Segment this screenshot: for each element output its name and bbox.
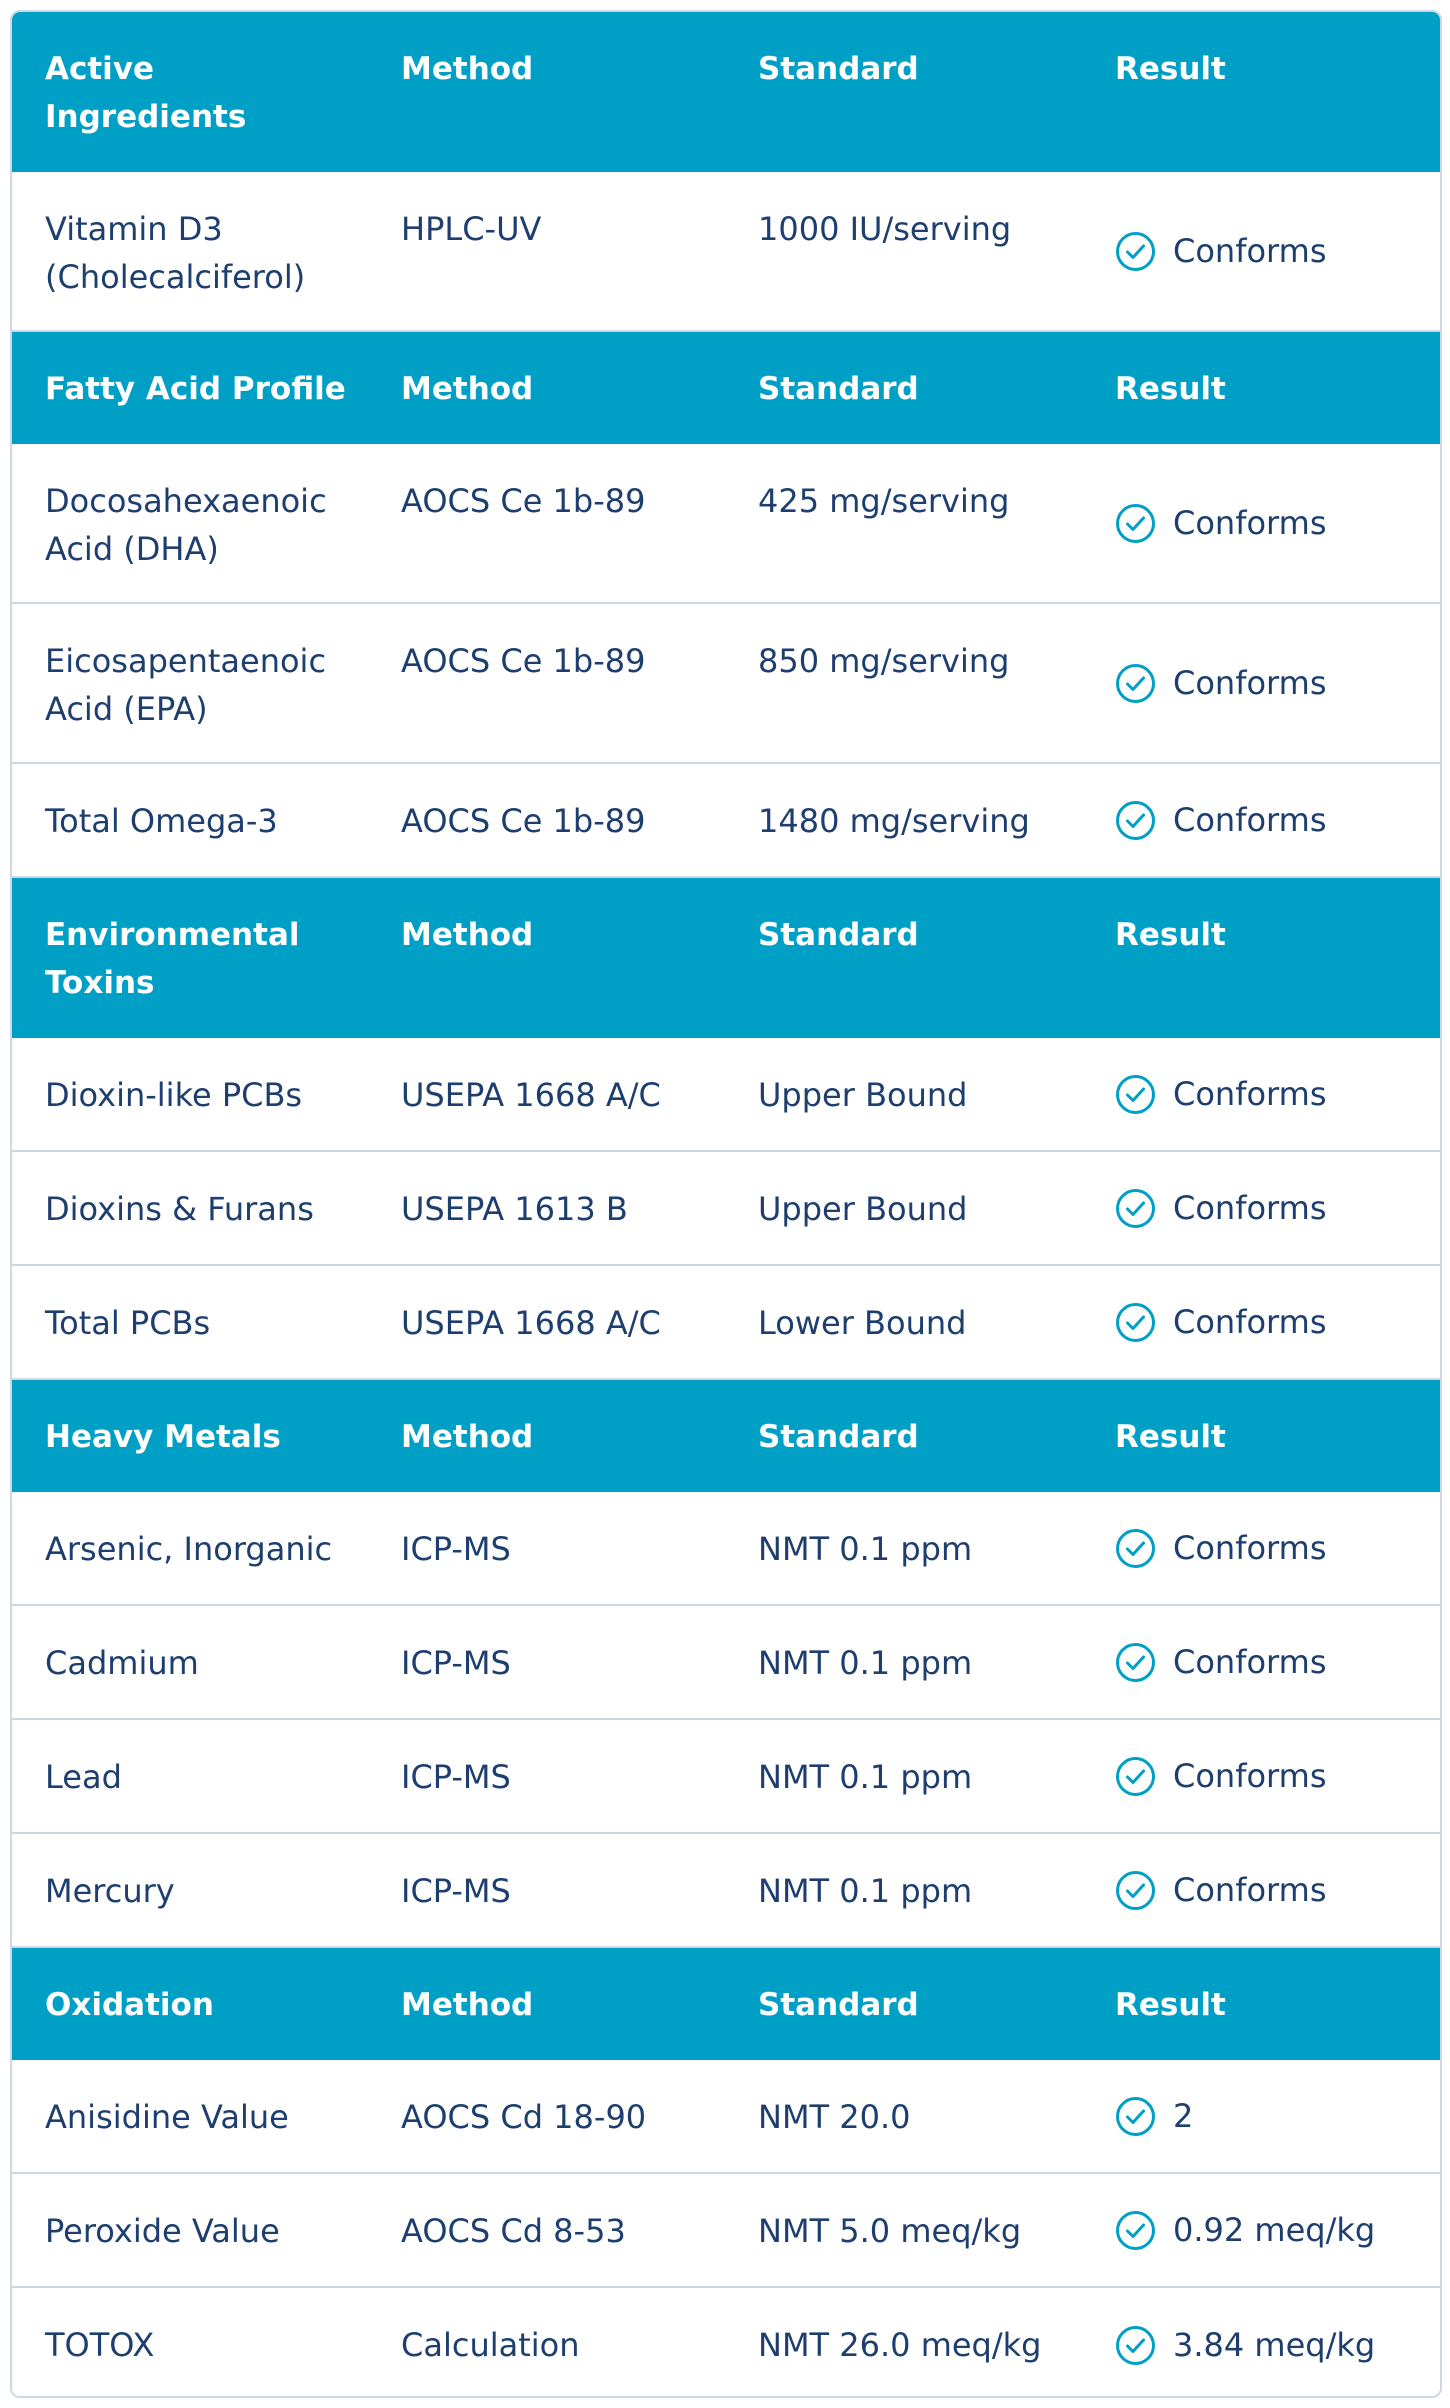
result-cell [1082,764,1440,876]
result-cell [1082,1266,1440,1378]
result-value: Conforms [1173,1643,1327,1681]
analyte-name: Anisidine Value [45,2098,289,2136]
method-value: AOCS Cd 8-53 [401,2212,626,2250]
check-circle-icon [1115,1074,1156,1115]
section-header [12,1948,1440,2060]
method-value: USEPA 1668 A/C [401,1304,661,1342]
column-header-standard: Standard [758,51,919,87]
analyte-name: Arsenic, Inorganic [45,1530,333,1568]
analyte-name: Total Omega-3 [45,802,278,840]
standard-value: NMT 5.0 meq/kg [758,2212,1022,2250]
standard-value: Lower Bound [758,1304,967,1342]
column-header-method: Method [401,917,534,953]
column-header-standard: Standard [758,1987,919,2023]
method-value: ICP-MS [401,1872,511,1910]
result-value: Conforms [1173,1871,1327,1909]
section-oxidation [12,1948,1440,2398]
table-row [12,1492,1440,1606]
standard-value: NMT 0.1 ppm [758,1758,973,1796]
column-header-standard: Standard [758,1419,919,1455]
result-cell [1082,1606,1440,1718]
result-cell [1082,604,1440,762]
analyte-name: Cadmium [45,1644,199,1682]
result-value: Conforms [1173,664,1327,702]
check-circle-icon [1115,2210,1156,2251]
standard-value: 850 mg/serving [758,642,1010,680]
standard-value: NMT 0.1 ppm [758,1644,973,1682]
section-title: Fatty Acid Profile [45,371,346,407]
analyte-name: Dioxin-like PCBs [45,1076,303,1114]
check-circle-icon [1115,1528,1156,1569]
analyte-name: TOTOX [45,2326,155,2364]
result-cell [1082,172,1440,330]
column-header-result: Result [1115,371,1226,407]
standard-value: Upper Bound [758,1076,968,1114]
column-header-result: Result [1115,1987,1226,2023]
result-value: Conforms [1173,232,1327,270]
section-heavy-metals [12,1380,1440,1948]
result-value: Conforms [1173,1189,1327,1227]
check-circle-icon [1115,1302,1156,1343]
result-value: Conforms [1173,1757,1327,1795]
standard-value: 1000 IU/serving [758,210,1012,248]
results-table [10,10,1442,2398]
result-cell [1082,1720,1440,1832]
method-value: ICP-MS [401,1530,511,1568]
analyte-name: Dioxins & Furans [45,1190,314,1228]
result-cell [1082,444,1440,602]
check-circle-icon [1115,800,1156,841]
column-header-method: Method [401,371,534,407]
standard-value: NMT 0.1 ppm [758,1872,973,1910]
section-header [12,1380,1440,1492]
result-cell [1082,1152,1440,1264]
column-header-method: Method [401,1419,534,1455]
check-circle-icon [1115,1642,1156,1683]
result-value: 2 [1173,2097,1194,2135]
table-row [12,1834,1440,1948]
column-header-result: Result [1115,51,1226,87]
section-title: Environmental Toxins [45,917,300,1001]
section-header [12,12,1440,172]
check-circle-icon [1115,2096,1156,2137]
table-row [12,1606,1440,1720]
table-row [12,604,1440,764]
section-active-ingredients [12,12,1440,332]
table-row [12,444,1440,604]
method-value: AOCS Cd 18-90 [401,2098,647,2136]
section-header [12,332,1440,444]
analyte-name: Lead [45,1758,122,1796]
method-value: USEPA 1668 A/C [401,1076,661,1114]
result-cell [1082,1492,1440,1604]
column-header-standard: Standard [758,917,919,953]
check-circle-icon [1115,1188,1156,1229]
analyte-name: Docosahexaenoic Acid (DHA) [45,482,327,568]
method-value: AOCS Ce 1b-89 [401,482,646,520]
analyte-name: Mercury [45,1872,175,1910]
method-value: Calculation [401,2326,580,2364]
table-row [12,1266,1440,1380]
check-circle-icon [1115,231,1156,272]
standard-value: 425 mg/serving [758,482,1010,520]
table-row [12,1152,1440,1266]
section-fatty-acid-profile [12,332,1440,878]
check-circle-icon [1115,1870,1156,1911]
table-row [12,172,1440,332]
result-value: 3.84 meq/kg [1173,2326,1376,2364]
method-value: ICP-MS [401,1644,511,1682]
section-header [12,878,1440,1038]
result-value: Conforms [1173,801,1327,839]
standard-value: NMT 0.1 ppm [758,1530,973,1568]
result-cell [1082,2060,1440,2172]
column-header-standard: Standard [758,371,919,407]
standard-value: 1480 mg/serving [758,802,1030,840]
check-circle-icon [1115,2325,1156,2366]
column-header-method: Method [401,51,534,87]
section-title: Heavy Metals [45,1419,281,1455]
result-cell [1082,2288,1440,2398]
result-cell [1082,2174,1440,2286]
method-value: AOCS Ce 1b-89 [401,642,646,680]
result-value: 0.92 meq/kg [1173,2211,1376,2249]
result-value: Conforms [1173,1529,1327,1567]
analyte-name: Eicosapentaenoic Acid (EPA) [45,642,327,728]
column-header-result: Result [1115,1419,1226,1455]
standard-value: NMT 26.0 meq/kg [758,2326,1042,2364]
table-row [12,764,1440,878]
table-row [12,2174,1440,2288]
column-header-method: Method [401,1987,534,2023]
result-value: Conforms [1173,504,1327,542]
analyte-name: Peroxide Value [45,2212,280,2250]
section-title: Active Ingredients [45,51,247,135]
result-cell [1082,1038,1440,1150]
section-environmental-toxins [12,878,1440,1380]
section-title: Oxidation [45,1987,214,2023]
method-value: ICP-MS [401,1758,511,1796]
result-value: Conforms [1173,1303,1327,1341]
method-value: AOCS Ce 1b-89 [401,802,646,840]
method-value: HPLC-UV [401,210,542,248]
table-row [12,1720,1440,1834]
check-circle-icon [1115,663,1156,704]
check-circle-icon [1115,503,1156,544]
table-row [12,2060,1440,2174]
method-value: USEPA 1613 B [401,1190,628,1228]
result-cell [1082,1834,1440,1946]
analyte-name: Total PCBs [45,1304,211,1342]
standard-value: NMT 20.0 [758,2098,911,2136]
table-row [12,2288,1440,2398]
analyte-name: Vitamin D3 (Cholecalciferol) [45,210,306,296]
standard-value: Upper Bound [758,1190,968,1228]
table-row [12,1038,1440,1152]
result-value: Conforms [1173,1075,1327,1113]
column-header-result: Result [1115,917,1226,953]
check-circle-icon [1115,1756,1156,1797]
